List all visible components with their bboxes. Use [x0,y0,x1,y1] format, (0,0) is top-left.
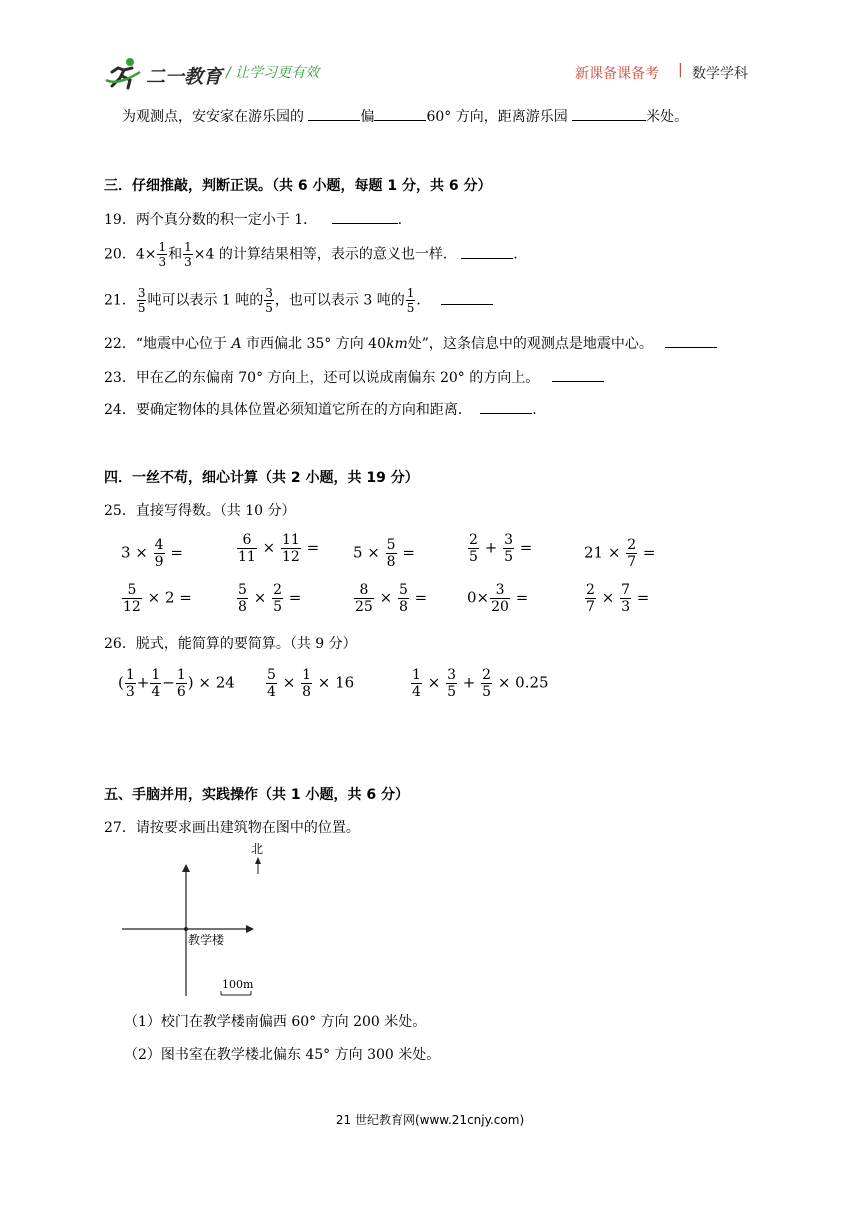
answer-blank[interactable] [572,106,646,121]
top-line-part3: 60° 方向，距离游乐园 [426,109,568,125]
calc-r2-e3: $\frac{8}{25}$ × $\frac{5}{8}$ = [355,582,428,615]
diagram-axes [118,838,278,1003]
q19-text: 19．两个真分数的积一定小于 1． [104,212,318,228]
answer-blank[interactable] [665,333,717,348]
calc-r1-e3: 5 × $\frac{5}{8}$ = [353,537,415,570]
header-right-subject: 数学学科 [692,66,748,82]
fraction: $\frac{3}{5}$ [447,667,456,700]
center-label: 教学楼 [188,933,225,947]
calc-r2-e5: $\frac{2}{7}$ × $\frac{7}{3}$ = [586,582,650,615]
q22-part-b: 市西偏北 35° 方向 40 [246,336,386,352]
section5-heading: 五、手脑并用，实践操作（共 1 小题，共 6 分） [104,787,409,803]
top-line-part2: 偏 [360,109,375,125]
question-27-sub2: （2）图书室在教学楼北偏东 45° 方向 300 米处。 [124,1047,441,1063]
question-27-sub1: （1）校门在教学楼南偏西 60° 方向 200 米处。 [124,1014,427,1030]
fraction: $\frac{7}{3}$ [621,582,630,615]
section3-heading: 三．仔细推敲，判断正误。（共 6 小题，每题 1 分，共 6 分） [104,178,492,194]
question-24 [104,399,537,419]
header-divider: | [678,62,683,78]
fraction: $\frac{1}{8}$ [302,667,311,700]
header-right-red: 新课备课备考 [575,66,659,82]
q22-part-c: 处”，这条信息中的观测点是地震中心。 [407,336,653,352]
answer-blank[interactable] [332,209,398,224]
fraction: $\frac{1}{3}$ [184,240,192,269]
calc26-expr3: $\frac{1}{4}$ × $\frac{3}{5}$ + $\frac{2}{5}$ × 0.25 [412,667,549,700]
top-line-part1: 为观测点，安安家在游乐园的 [122,109,304,125]
question-21 [104,287,493,314]
logo-text: 二一教育 [146,66,223,88]
fraction: $\frac{5}{8}$ [398,582,408,615]
fraction: $\frac{8}{25}$ [355,582,373,615]
calc-r2-e4: 0× $\frac{3}{20}$ = [467,582,529,615]
slogan: / 让学习更有效 [226,65,320,81]
question-19 [104,209,402,229]
fraction: $\frac{2}{5}$ [469,532,478,565]
q21-part-c: ，也可以表示 3 吨的 [274,292,405,309]
q21-part-b: 吨可以表示 1 吨的 [147,292,264,309]
answer-blank[interactable] [552,367,604,382]
fraction: $\frac{1}{6}$ [176,667,186,700]
q21-number: 21． [104,292,136,309]
q23-text: 23．甲在乙的东偏南 70° 方向上，还可以说成南偏东 20° 的方向上。 [104,370,540,386]
north-label: 北 [251,842,264,856]
fraction: $\frac{1}{4}$ [412,667,421,700]
q20-part-a: 20．4× [104,246,157,263]
answer-blank[interactable] [308,106,360,121]
calc-r1-e1: 3 × $\frac{4}{9}$ = [121,537,183,570]
runner-logo-icon [104,56,144,90]
calc-r1-e5: 21 × $\frac{2}{7}$ = [584,537,656,570]
fraction: $\frac{5}{4}$ [267,667,276,700]
fraction: $\frac{11}{12}$ [281,532,300,565]
fraction: $\frac{2}{7}$ [627,537,637,570]
fraction: $\frac{2}{7}$ [586,582,595,615]
top-line [122,106,688,126]
logo [104,56,244,90]
fraction: $\frac{1}{3}$ [158,240,167,269]
q22-part-a: 22．“地震中心位于 [104,336,227,352]
fraction: $\frac{1}{4}$ [151,667,161,700]
calc26-expr2: $\frac{5}{4}$ × $\frac{1}{8}$ × 16 [267,667,355,700]
fraction: $\frac{5}{8}$ [386,537,396,570]
fraction: $\frac{3}{5}$ [137,286,146,315]
calc-r2-e2: $\frac{5}{8}$ × $\frac{2}{5}$ = [238,582,302,615]
fraction: $\frac{4}{9}$ [154,537,164,570]
q20-part-c: ×4 的计算结果相等，表示的意义也一样． [193,246,457,263]
fraction: $\frac{3}{5}$ [504,532,513,565]
question-27: 27．请按要求画出建筑物在图中的位置。 [104,820,360,836]
scale-label: 100m [222,978,254,991]
fraction: $\frac{1}{5}$ [406,286,415,315]
fraction: $\frac{2}{5}$ [482,667,492,700]
calc26-expr1: ( $\frac{1}{3}$ + $\frac{1}{4}$ − $\frac{1}{6}$ ) × 24 [118,667,235,700]
calc-r2-e1: $\frac{5}{12}$ × 2 = [123,582,192,615]
question-23 [104,367,604,387]
question-20 [104,241,518,268]
q20-end: . [513,246,518,263]
q22-city: A [231,336,242,352]
question-22 [104,333,717,353]
answer-blank[interactable] [374,106,426,121]
calc-r1-e4: $\frac{2}{5}$ + $\frac{3}{5}$ = [469,532,533,565]
fraction: $\frac{2}{5}$ [273,582,282,615]
q20-part-b: 和 [168,246,183,263]
q22-unit: km [386,336,408,352]
top-line-part4: 米处。 [646,109,689,125]
calc-r1-e2: $\frac{6}{11}$ × $\frac{11}{12}$ = [238,532,320,565]
direction-diagram [118,838,278,1003]
fraction: $\frac{3}{20}$ [491,582,509,615]
fraction: $\frac{5}{8}$ [238,582,247,615]
fraction: $\frac{6}{11}$ [238,532,256,565]
question-26: 26．脱式，能简算的要简算。（共 9 分） [104,636,357,652]
fraction: $\frac{1}{3}$ [125,667,135,700]
section4-heading: 四．一丝不苟，细心计算（共 2 小题，共 19 分） [104,470,419,486]
fraction: $\frac{3}{5}$ [265,286,273,315]
q24-end: . [532,402,537,418]
q21-end: . [416,292,421,309]
answer-blank[interactable] [441,290,493,305]
question-25: 25．直接写得数。（共 10 分） [104,503,296,519]
q19-end: . [397,212,403,228]
footer: 21 世纪教育网(www.21cnjy.com) [335,1113,525,1127]
answer-blank[interactable] [461,244,513,259]
q24-text: 24．要确定物体的具体位置必须知道它所在的方向和距离． [104,402,472,418]
answer-blank[interactable] [480,399,532,414]
fraction: $\frac{5}{12}$ [123,582,141,615]
